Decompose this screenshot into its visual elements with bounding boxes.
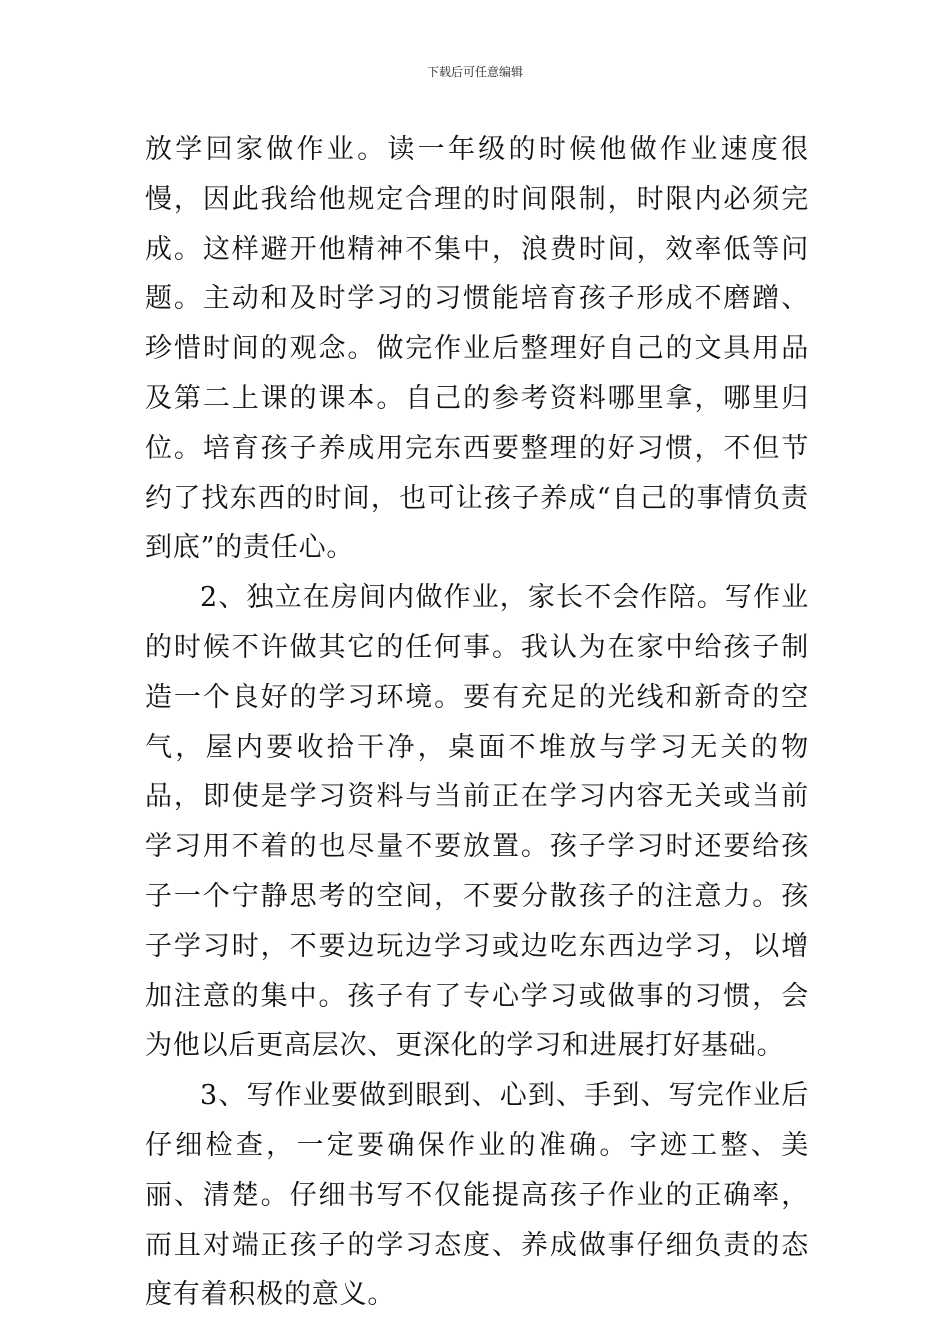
paragraph-1: 放学回家做作业。读一年级的时候他做作业速度很慢，因此我给他规定合理的时间限制，时限内必须完成。这样避开他精神不集中，浪费时间，效率低等问题。主动和及时学习的习惯能培育孩子形成不磨蹭、珍惜时间的观念。做完作业后整理好自己的文具用品及第二上课的课本。自己的参考资料哪里拿，哪里归位。培育孩子养成用完东西要整理的好习惯，不但节约了找东西的时间，也可让孩子养成“自己的事情负责到底”的责任心。 <box>145 134 809 564</box>
page-header-note: 下载后可任意编辑 <box>426 65 523 79</box>
document-body <box>145 125 809 1320</box>
paragraph-2: 2、独立在房间内做作业，家长不会作陪。写作业的时候不许做其它的任何事。我认为在家中给孩子制造一个良好的学习环境。要有充足的光线和新奇的空气，屋内要收拾干净，桌面不堆放与学习无关的物品，即使是学习资料与当前正在学习内容无关或当前学习用不着的也尽量不要放置。孩子学习时还要给孩子一个宁静思考的空间，不要分散孩子的注意力。孩子学习时，不要边玩边学习或边吃东西边学习，以增加注意的集中。孩子有了专心学习或做事的习惯，会为他以后更高层次、更深化的学习和进展打好基础。 <box>145 582 809 1062</box>
paragraph-3: 3、写作业要做到眼到、心到、手到、写完作业后仔细检查，一定要确保作业的准确。字迹工整、美丽、清楚。仔细书写不仅能提高孩子作业的正确率，而且对端正孩子的学习态度、养成做事仔细负责的态度有着积极的意义。 <box>145 1080 809 1311</box>
